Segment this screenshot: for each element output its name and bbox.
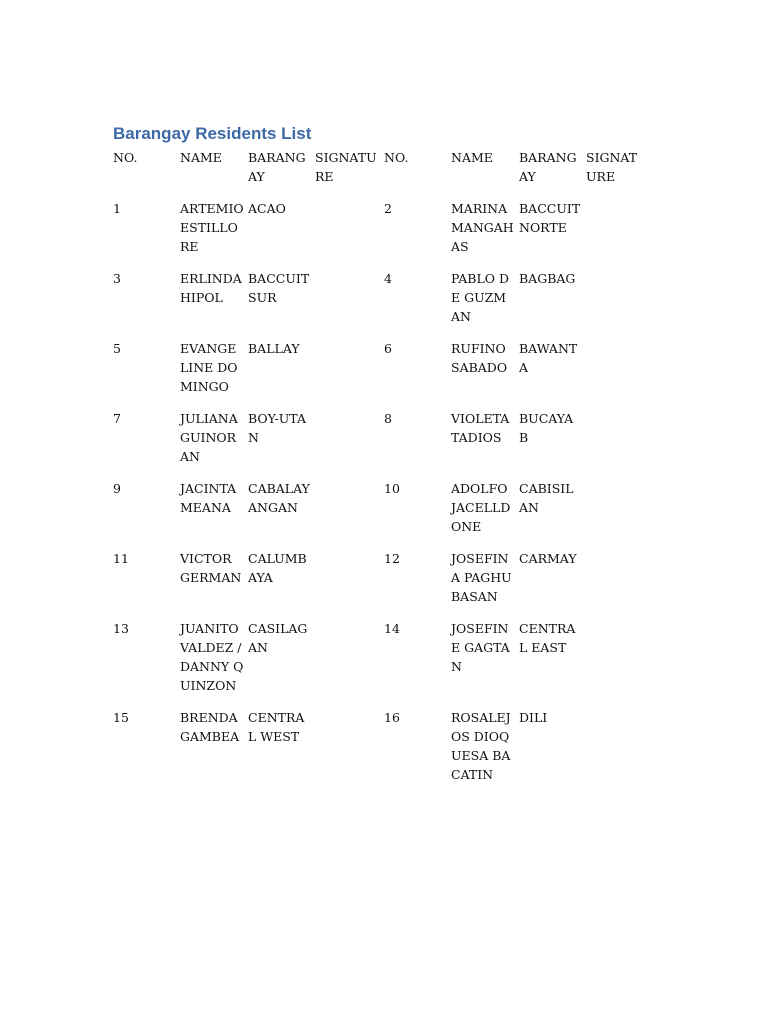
resident-number: 1	[113, 201, 121, 216]
table-row	[113, 269, 646, 339]
resident-name: ERLINDA HIPOL	[180, 271, 242, 305]
resident-number: 4	[384, 271, 392, 286]
resident-barangay: ACAO	[248, 201, 286, 216]
resident-barangay: BACCUIT NORTE	[519, 201, 581, 235]
resident-barangay: BACCUIT SUR	[248, 271, 310, 305]
header-no: NO.	[113, 150, 138, 165]
table-header-row	[113, 148, 646, 199]
resident-barangay: CENTRAL WEST	[248, 710, 305, 744]
signature-cell	[315, 479, 384, 549]
header-name: NAME	[180, 150, 222, 165]
signature-cell	[315, 708, 384, 797]
resident-number: 10	[384, 481, 400, 496]
table-row	[113, 479, 646, 549]
header-name-2: NAME	[451, 150, 493, 165]
signature-cell	[315, 199, 384, 269]
resident-name: JUANITO VALDEZ / DANNY QUINZON	[180, 621, 244, 693]
signature-cell	[586, 619, 646, 708]
signature-cell	[586, 339, 646, 409]
resident-barangay: BAWANTA	[519, 341, 578, 375]
resident-barangay: BOY-UTAN	[248, 411, 306, 445]
resident-barangay: CASILAGAN	[248, 621, 308, 655]
resident-number: 16	[384, 710, 400, 725]
header-signature: SIGNATURE	[315, 150, 377, 184]
signature-cell	[315, 549, 384, 619]
table-row	[113, 708, 646, 797]
signature-cell	[315, 619, 384, 708]
resident-name: VIOLETA TADIOS	[451, 411, 510, 445]
resident-name: ARTEMIO ESTILLORE	[180, 201, 244, 254]
resident-barangay: CENTRAL EAST	[519, 621, 576, 655]
resident-barangay: BALLAY	[248, 341, 300, 356]
resident-name: VICTOR GERMAN	[180, 551, 242, 585]
resident-name: JOSEFINA PAGHUBASAN	[451, 551, 512, 604]
signature-cell	[315, 339, 384, 409]
resident-name: ROSALEJOS DIOQUESA BACATIN	[451, 710, 511, 782]
table-row	[113, 199, 646, 269]
signature-cell	[586, 479, 646, 549]
resident-barangay: CABALAYANGAN	[248, 481, 310, 515]
signature-cell	[315, 409, 384, 479]
header-signature-2: SIGNATURE	[586, 150, 638, 184]
resident-number: 2	[384, 201, 392, 216]
resident-number: 15	[113, 710, 129, 725]
resident-name: EVANGELINE DOMINGO	[180, 341, 238, 394]
resident-number: 7	[113, 411, 121, 426]
resident-barangay: CABISILAN	[519, 481, 574, 515]
resident-number: 9	[113, 481, 121, 496]
resident-number: 6	[384, 341, 392, 356]
header-barangay-2: BARANGAY	[519, 150, 577, 184]
resident-number: 11	[113, 551, 129, 566]
resident-number: 14	[384, 621, 400, 636]
resident-barangay: BUCAYAB	[519, 411, 574, 445]
resident-barangay: DILI	[519, 710, 548, 725]
resident-number: 5	[113, 341, 121, 356]
resident-barangay: CALUMBAYA	[248, 551, 307, 585]
table-row	[113, 549, 646, 619]
table-row	[113, 409, 646, 479]
resident-name: JOSEFINE GAGTAN	[451, 621, 510, 674]
resident-number: 8	[384, 411, 392, 426]
document-title: Barangay Residents List	[113, 124, 312, 143]
resident-barangay: BAGBAG	[519, 271, 576, 286]
header-barangay: BARANGAY	[248, 150, 306, 184]
resident-number: 12	[384, 551, 400, 566]
signature-cell	[586, 549, 646, 619]
signature-cell	[586, 199, 646, 269]
resident-name: PABLO DE GUZMAN	[451, 271, 510, 324]
table-row	[113, 619, 646, 708]
signature-cell	[586, 269, 646, 339]
resident-number: 13	[113, 621, 129, 636]
table-row	[113, 339, 646, 409]
resident-name: JACINTA MEANA	[180, 481, 237, 515]
signature-cell	[586, 409, 646, 479]
resident-number: 3	[113, 271, 121, 286]
resident-name: RUFINO SABADO	[451, 341, 508, 375]
resident-barangay: CARMAY	[519, 551, 577, 566]
resident-name: ADOLFO JACELLDONE	[451, 481, 511, 534]
resident-name: BRENDA GAMBEA	[180, 710, 240, 744]
header-no-2: NO.	[384, 150, 409, 165]
resident-name: MARINA MANGAHAS	[451, 201, 514, 254]
residents-table	[113, 148, 646, 797]
resident-name: JULIANA GUINORAN	[180, 411, 238, 464]
signature-cell	[586, 708, 646, 797]
signature-cell	[315, 269, 384, 339]
